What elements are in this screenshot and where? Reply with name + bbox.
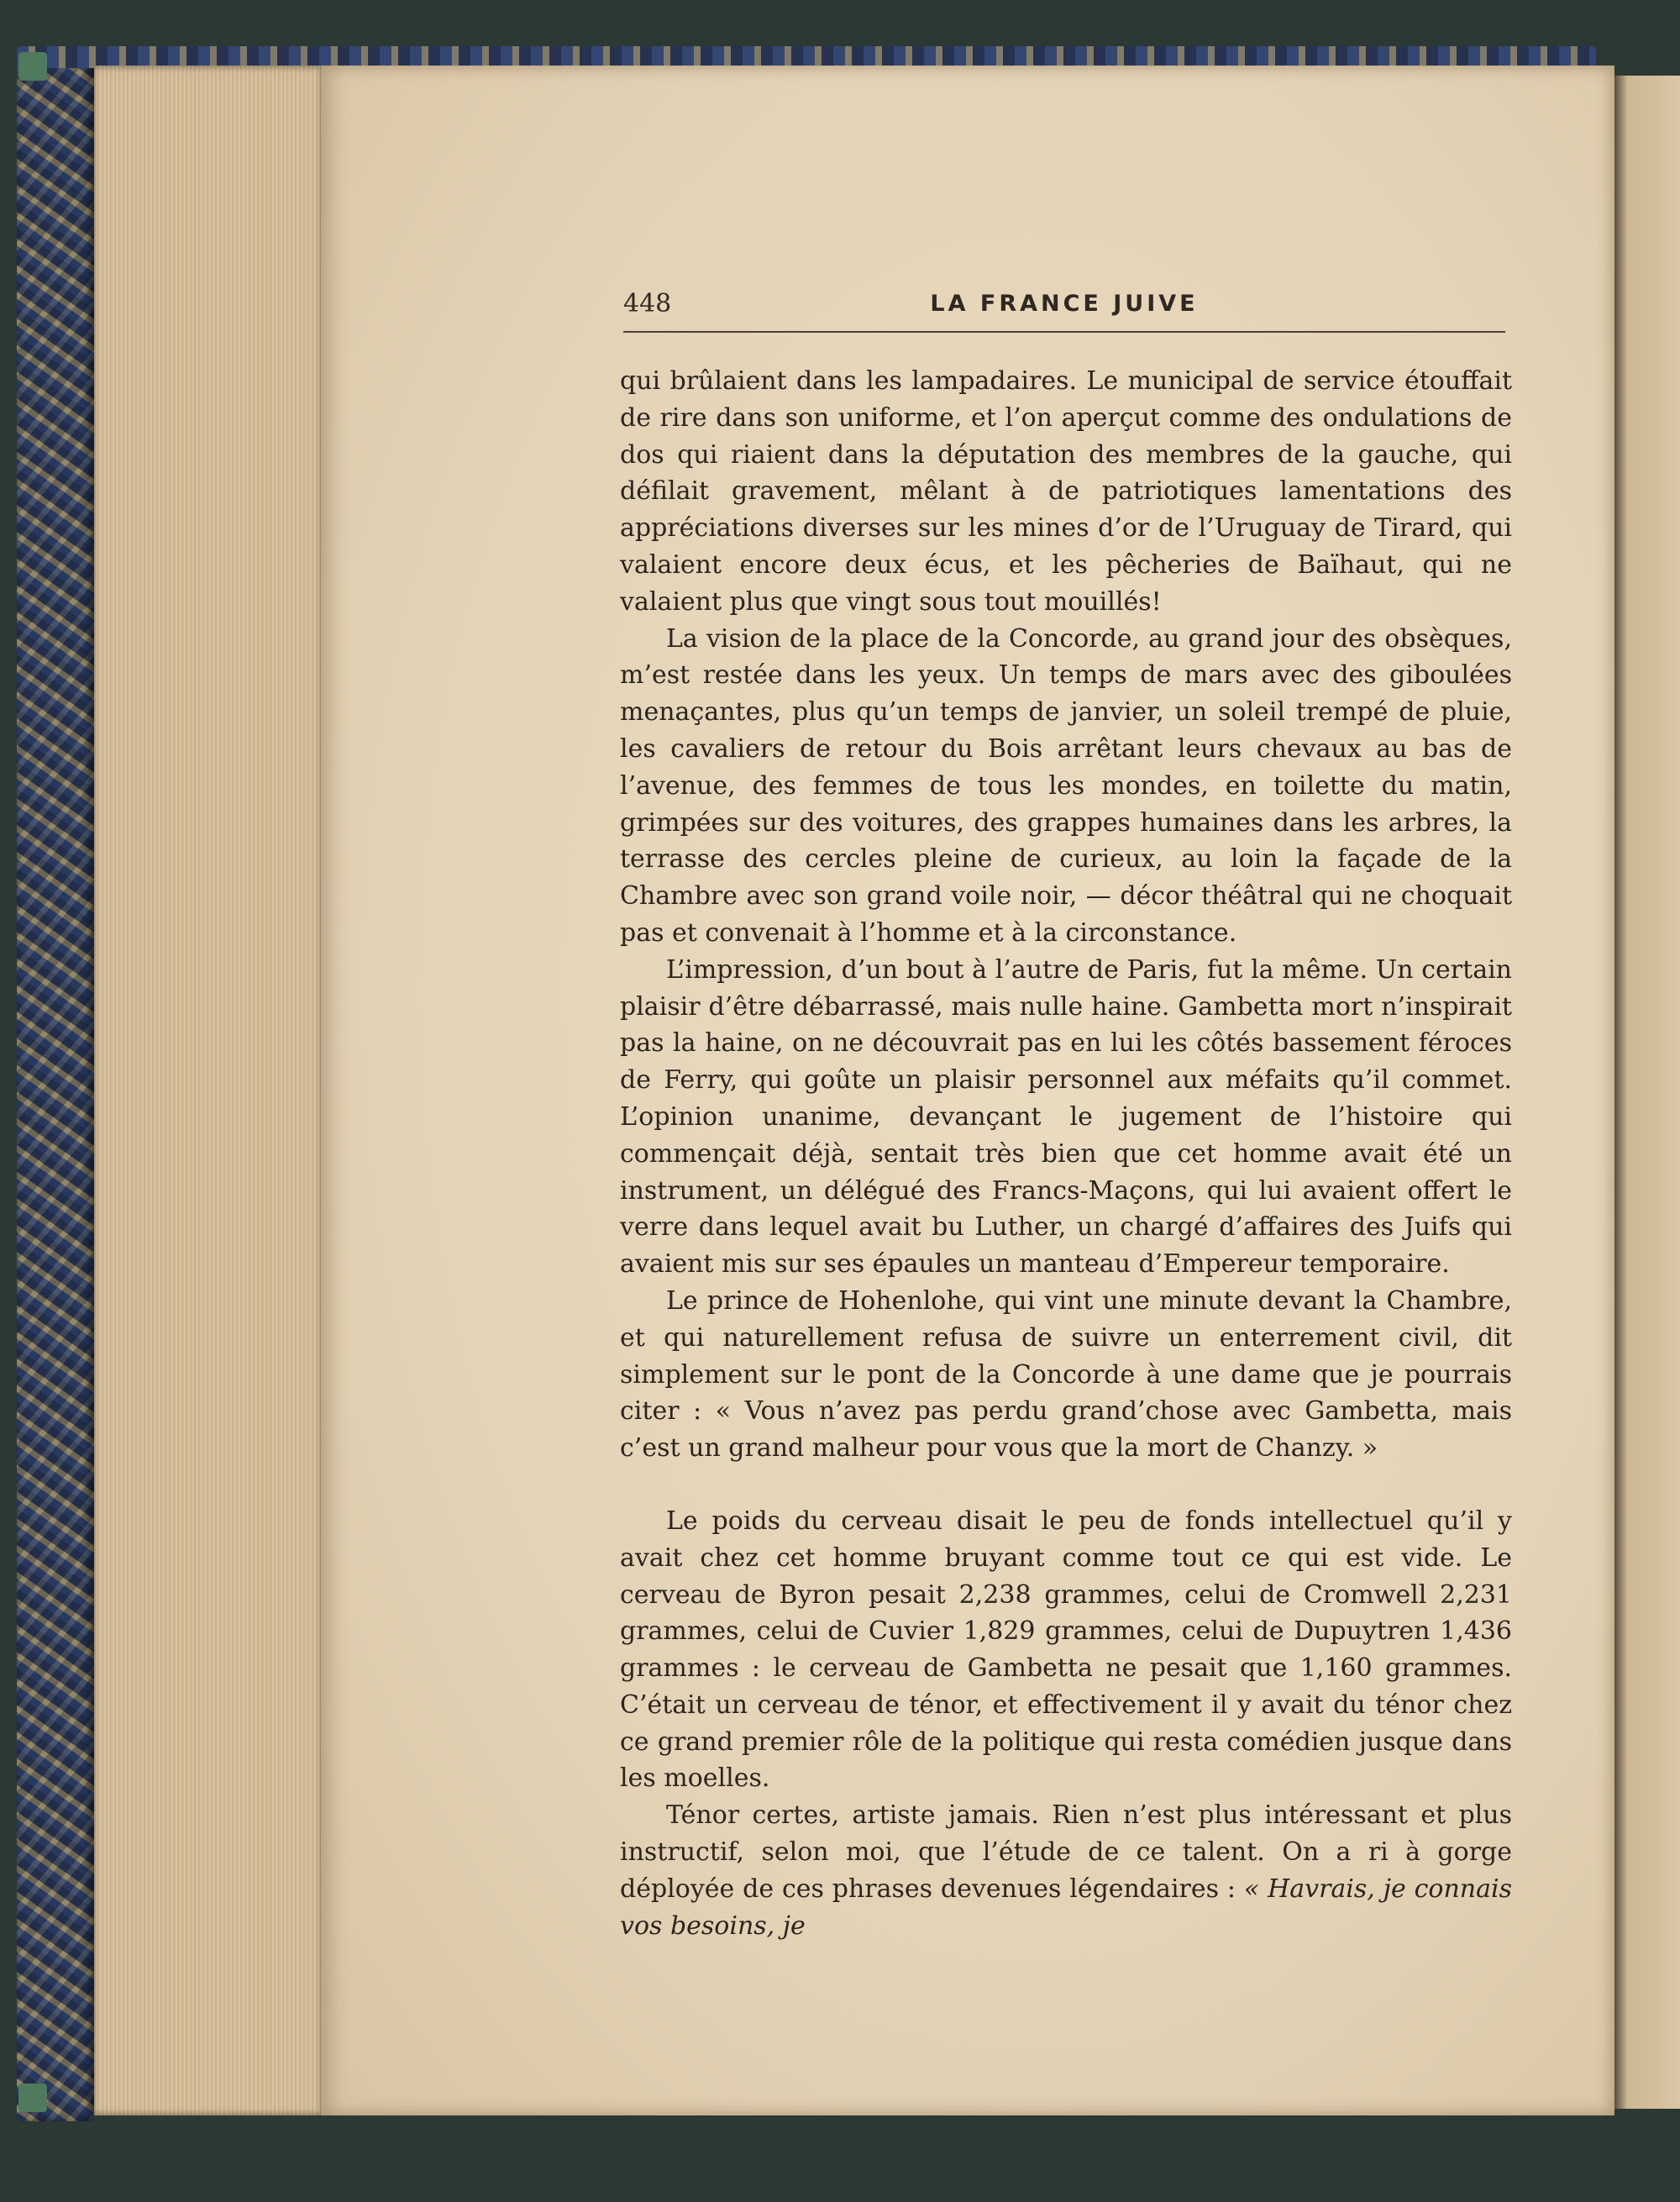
next-page-edge <box>1614 76 1680 2109</box>
paragraph-5: Le poids du cerveau disait le peu de fonds intellectuel qu’il y avait chez cet homme bruyant comme tout ce qui est vide. Le cerveau de Byron pesait 2,238 grammes, celui de Cromwell 2,231 grammes, celui de Cuvier 1,829 grammes, celui de Dupuytren 1,436 grammes : le cerveau de Gambetta ne pesait que 1,160 grammes. C’était un cerveau de ténor, et effectivement il y avait du ténor chez ce grand premier rôle de la politique qui resta comédien jusque dans les moelles. <box>620 1506 1512 1794</box>
paragraph-6 <box>620 1797 1512 1944</box>
running-head <box>623 289 1505 333</box>
paragraph-2: La vision de la place de la Concorde, au grand jour des obsèques, m’est restée dans les yeux. Un temps de mars avec des giboulées menaçantes, plus qu’un temps de janvier, un soleil trempé de pluie, les cavaliers de retour du Bois arrêtant leurs chevaux au bas de l’avenue, des femmes de tous les mondes, en toilette du matin, grimpées sur des voitures, des grappes humaines dans les arbres, la terrasse des cercles pleine de curieux, au loin la façade de la Chambre avec son grand voile noir, — décor théâtral qui ne choquait pas et convenait à l’homme et à la circonstance. <box>620 623 1512 948</box>
paragraph-6-text: Ténor certes, artiste jamais. Rien n’est plus intéressant et plus instructif, selon moi, que l’étude de ce talent. On a ri à gorge déployée de ces phrases devenues légendaires : <box>620 1800 1512 1904</box>
paragraph-4: Le prince de Hohenlohe, qui vint une minute devant la Chambre, et qui naturellement refusa de suivre un enterrement civil, dit simplement sur le pont de la Concorde à une dame que je pourrais citer : « Vous n’avez pas perdu grand’chose avec Gambetta, mais c’est un grand malheur pour vous que la mort de Chanzy. » <box>620 1285 1512 1464</box>
body-text <box>620 363 1512 1944</box>
paragraph-6-italic-quote: « Havrais, je connais vos besoins, je <box>620 1874 1512 1941</box>
section-break <box>620 1467 1512 1503</box>
page-number: 448 <box>623 289 672 318</box>
running-title: LA FRANCE JUIVE <box>930 291 1199 317</box>
paragraph-3: L’impression, d’un bout à l’autre de Paris, fut la même. Un certain plaisir d’être débarrassé, mais nulle haine. Gambetta mort n’inspirait pas la haine, on ne découvrait pas en lui les côtés bassement féroces de Ferry, qui goûte un plaisir personnel aux méfaits qu’il commet. L’opinion unanime, devançant le jugement de l’histoire qui commençait déjà, sentait très bien que cet homme avait été un instrument, un délégué des Francs-Maçons, qui lui avaient offert le verre dans lequel avait bu Luther, un chargé d’affaires des Juifs qui avaient mis sur ses épaules un manteau d’Empereur temporaire. <box>620 954 1512 1280</box>
corner-tab-top <box>18 52 47 81</box>
corner-tab-bottom <box>18 2084 47 2112</box>
page-stack-edges <box>94 66 321 2115</box>
paragraph-1: qui brûlaient dans les lampadaires. Le municipal de service étouffait de rire dans son uniforme, et l’on aperçut comme des ondulations de dos qui riaient dans la députation des membres de la gauche, qui défilait gravement, mêlant à de patriotiques lamentations des appréciations diverses sur les mines d’or de l’Uruguay de Tirard, qui valaient encore deux écus, et les pêcheries de Baïhaut, qui ne valaient plus que vingt sous tout mouillés! <box>620 366 1512 617</box>
marbled-cover-edge <box>17 46 94 2121</box>
